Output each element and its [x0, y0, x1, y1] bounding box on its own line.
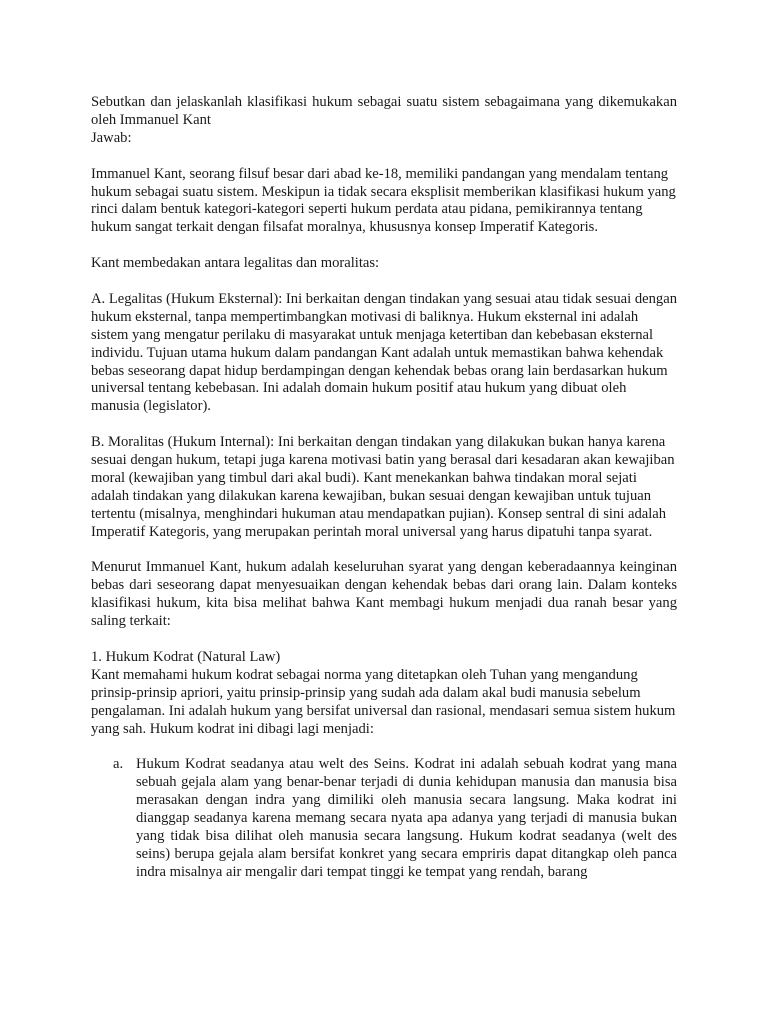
answer-label: Jawab:: [91, 129, 132, 146]
morality-paragraph: B. Moralitas (Hukum Internal): Ini berkaitan dengan tindakan yang dilakukan bukan hanya karena sesuai dengan hukum, tetapi juga karena motivasi batin yang berasal dari kesadaran akan kewajiban moral (kewajiban yang timbul dari akal budi). Kant menekankan bahwa tindakan moral sejati adalah tindakan yang dilakukan karena kewajiban, bukan sesuai dengan kewajiban untuk tujuan tertentu (misalnya, menghindari hukuman atau mendapatkan pujian). Konsep sentral di sini adalah Imperatif Kategoris, yang merupakan perintah moral universal yang harus dipatuhi tanpa syarat.: [91, 434, 675, 540]
according-paragraph: Menurut Immanuel Kant, hukum adalah keseluruhan syarat yang dengan keberadaannya keinginan bebas dari seseorang dapat menyesuaikan dengan kehendak bebas dari orang lain. Dalam konteks klasifikasi hukum, kita bisa melihat bahwa Kant membagi hukum menjadi dua ranah besar yang saling terkait:: [91, 559, 677, 630]
paragraph-gap: [91, 273, 677, 291]
paragraph-gap: [91, 416, 677, 434]
paragraph-gap: [91, 542, 677, 560]
natural-law-heading: 1. Hukum Kodrat (Natural Law): [91, 649, 281, 665]
question-text: Sebutkan dan jelaskanlah klasifikasi hukum sebagai suatu sistem sebagaimana yang dikemukakan oleh Immanuel Kant: [91, 94, 677, 128]
natural-law-paragraph: Kant memahami hukum kodrat sebagai norma yang ditetapkan oleh Tuhan yang mengandung prinsip-prinsip apriori, yaitu prinsip-prinsip yang sudah ada dalam akal budi manusia sebelum pengalaman. Ini adalah hukum yang bersifat universal dan rasional, mendasari semua sistem hukum yang sah. Hukum kodrat ini dibagi lagi menjadi:: [91, 666, 676, 737]
intro-paragraph: Immanuel Kant, seorang filsuf besar dari abad ke-18, memiliki pandangan yang mendalam tentang hukum sebagai suatu sistem. Meskipun ia tidak secara eksplisit memberikan klasifikasi hukum yang rinci dalam bentuk kategori-kategori seperti hukum perdata atau pidana, pemikirannya tentang hukum sangat terkait dengan filsafat moralnya, khususnya konsep Imperatif Kategoris.: [91, 165, 676, 236]
document-body: [91, 94, 677, 882]
list-item: [91, 756, 677, 881]
legality-paragraph: A. Legalitas (Hukum Eksternal): Ini berkaitan dengan tindakan yang sesuai atau tidak sesuai dengan hukum eksternal, tanpa mempertimbangkan motivasi di baliknya. Hukum eksternal ini adalah sistem yang mengatur perilaku di masyarakat untuk menjaga ketertiban dan kebebasan eksternal individu. Tujuan utama hukum dalam pandangan Kant adalah untuk memastikan bahwa kehendak bebas seseorang dapat hidup berdampingan dengan kehendak bebas orang lain berdasarkan hukum universal tentang kebebasan. Ini adalah domain hukum positif atau hukum yang dibuat oleh manusia (legislator).: [91, 290, 677, 415]
paragraph-gap: [91, 631, 677, 649]
paragraph-gap: [91, 739, 677, 757]
list-item-text: Hukum Kodrat seadanya atau welt des Seins. Kodrat ini adalah sebuah kodrat yang mana sebuah gejala alam yang benar-benar terjadi di dunia kehidupan manusia dan manusia bisa merasakan dengan indra yang dimiliki oleh manusia secara langsung. Maka kodrat ini dianggap seadanya karena memang secara nyata apa adanya yang terjadi di manusia bukan yang tidak bisa dilihat oleh manusia secara langsung. Hukum kodrat seadanya (welt des seins) berupa gejala alam bersifat konkret yang secara empriris dapat ditangkap oleh panca indra misalnya air mengalir dari tempat tinggi ke tempat yang rendah, barang: [136, 756, 677, 880]
paragraph-gap: [91, 237, 677, 255]
list-item-marker: a.: [113, 756, 124, 773]
distinction-paragraph: Kant membedakan antara legalitas dan moralitas:: [91, 255, 380, 272]
paragraph-gap: [91, 148, 677, 166]
